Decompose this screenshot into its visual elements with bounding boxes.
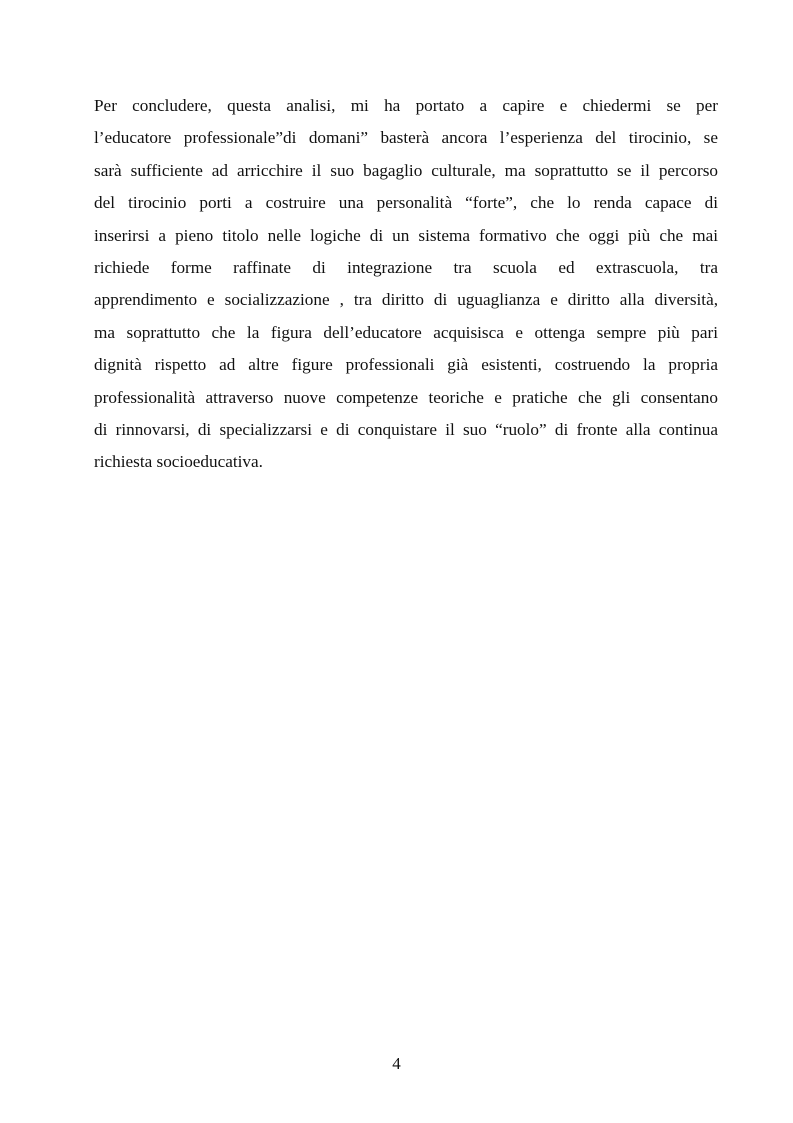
paragraph-line: apprendimento e socializzazione , tra diritto di uguaglianza e diritto alla diversità, <box>94 290 718 310</box>
paragraph-line: richiede forme raffinate di integrazione tra scuola ed extrascuola, tra <box>94 258 718 278</box>
paragraph-line: di rinnovarsi, di specializzarsi e di conquistare il suo “ruolo” di fronte alla continua <box>94 420 718 440</box>
paragraph-line: professionalità attraverso nuove competenze teoriche e pratiche che gli consentano <box>94 387 718 407</box>
paragraph-line: inserirsi a pieno titolo nelle logiche di un sistema formativo che oggi più che mai <box>94 225 718 245</box>
paragraph-line: ma soprattutto che la figura dell’educatore acquisisca e ottenga sempre più pari <box>94 322 718 342</box>
paragraph-line: sarà sufficiente ad arricchire il suo bagaglio culturale, ma soprattutto se il percorso <box>94 160 718 180</box>
paragraph-line: Per concludere, questa analisi, mi ha portato a capire e chiedermi se per <box>94 96 718 115</box>
paragraph-line: del tirocinio porti a costruire una personalità “forte”, che lo renda capace di <box>94 193 718 213</box>
paragraph-line: l’educatore professionale”di domani” basterà ancora l’esperienza del tirocinio, se <box>94 128 718 148</box>
page-number: 4 <box>392 1054 401 1073</box>
body-paragraph <box>94 90 718 479</box>
paragraph-line: dignità rispetto ad altre figure professionali già esistenti, costruendo la propria <box>94 355 718 375</box>
paragraph-line: richiesta socioeducativa. <box>94 452 263 472</box>
